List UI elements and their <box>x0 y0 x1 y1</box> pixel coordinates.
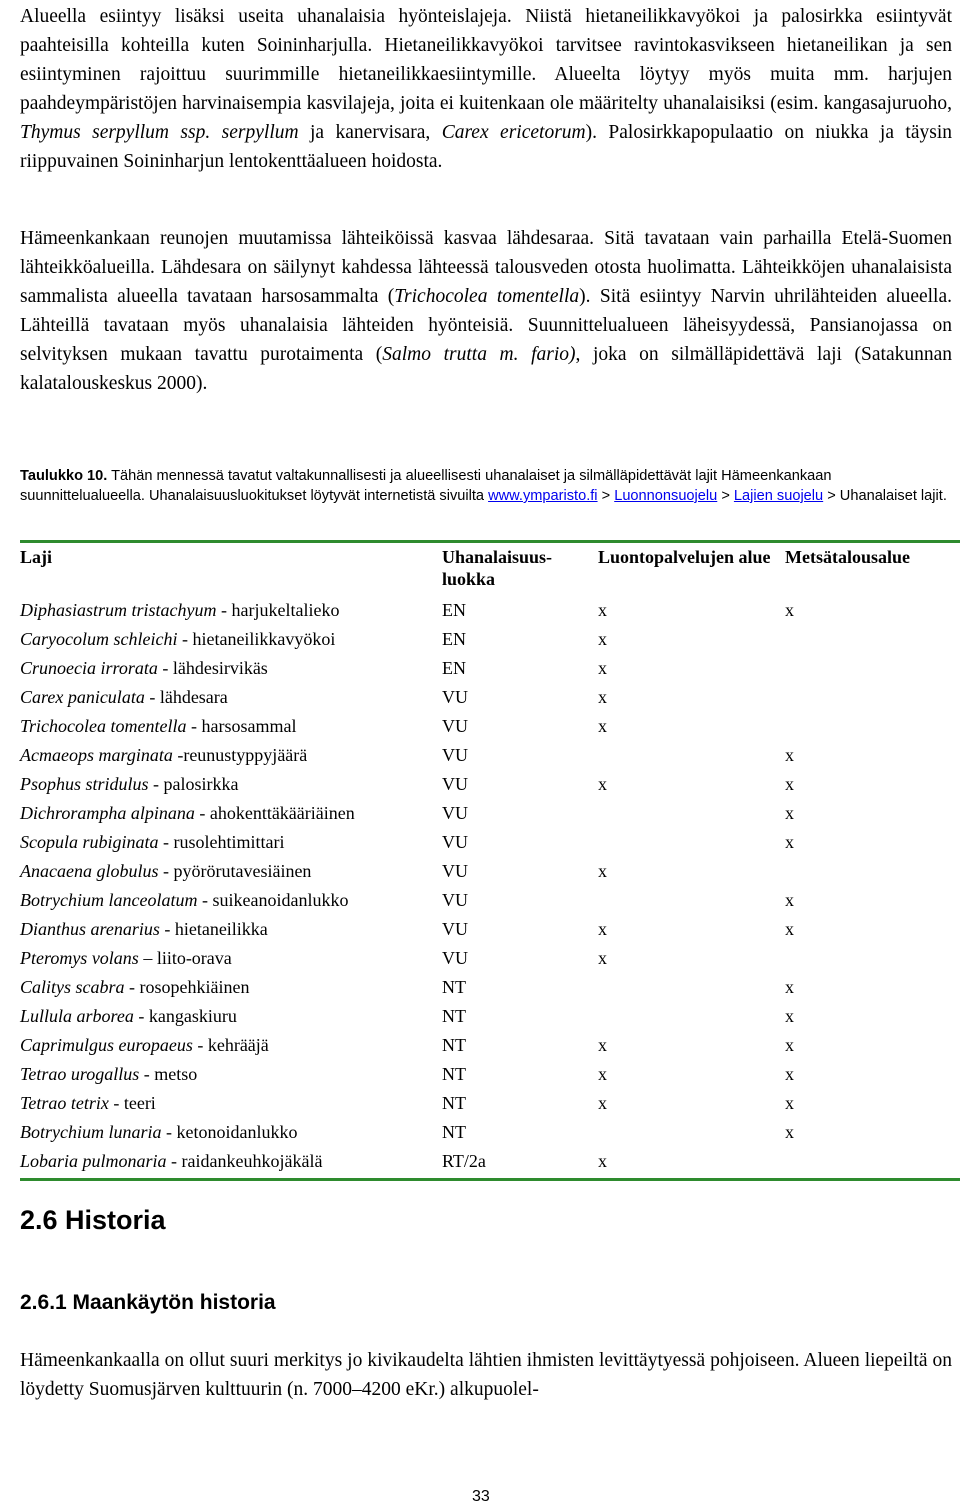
common-name: – liito-orava <box>138 948 232 968</box>
table-row <box>20 625 960 654</box>
italic-text: Carex ericetorum <box>441 122 586 143</box>
nature-services-cell: x <box>598 716 607 736</box>
common-name: -reunustyppyjäärä <box>172 745 308 765</box>
latin-name: Carex paniculata <box>20 687 145 707</box>
forestry-cell <box>785 1147 960 1176</box>
threat-class-cell: VU <box>442 716 468 736</box>
species-name-cell <box>20 596 442 625</box>
common-name: - ketonoidanlukko <box>161 1122 298 1142</box>
threat-class-cell: NT <box>442 1035 466 1055</box>
latin-name: Pteromys volans <box>20 948 139 968</box>
table-row <box>20 857 960 886</box>
latin-name: Calitys scabra <box>20 977 125 997</box>
threat-class-cell: VU <box>442 745 468 765</box>
forestry-cell: x <box>785 919 794 939</box>
latin-name: Tetrao urogallus <box>20 1064 140 1084</box>
paragraph-text: Hämeenkankaan reunojen muutamissa lähteiköissä kasvaa lähdesaraa. Sitä tavataan vain parhailla Etelä-Suomen lähteikköalueilla. Lähdesara on säilynyt kahdessa lähteessä talousveden otosta huolimatta. Lähteikköjen uhanalaisista sammalista alueella tavataan harsosammalta ( <box>20 228 952 307</box>
common-name: - hietaneilikkavyökoi <box>177 629 336 649</box>
forestry-cell <box>785 712 960 741</box>
nature-services-cell <box>598 741 785 770</box>
threat-class-cell: RT/2a <box>442 1151 486 1171</box>
species-name-cell <box>20 799 442 828</box>
table-row <box>20 799 960 828</box>
table-row <box>20 1147 960 1176</box>
caption-text: Tähän mennessä tavatut valtakunnallisesti ja alueellisesti uhanalaiset ja silmälläpidettävät lajit Hämeenkankaan suunnittelualueella. Uhanalaisuusluokitukset löytyvät internetistä sivuilta <box>20 468 832 504</box>
table-row <box>20 712 960 741</box>
page-number: 33 <box>472 1488 490 1505</box>
threat-class-cell: NT <box>442 1006 466 1026</box>
nature-services-cell <box>598 1118 785 1147</box>
threat-class-cell: VU <box>442 832 468 852</box>
table-header-row <box>20 542 960 596</box>
species-name-cell <box>20 1031 442 1060</box>
table-bottom-rule <box>20 1178 960 1181</box>
nature-services-cell: x <box>598 1151 607 1171</box>
header-threat-class: Uhanalaisuus-luokka <box>442 547 553 589</box>
paragraph-insects <box>20 2 952 176</box>
nature-services-cell: x <box>598 687 607 707</box>
common-name: - kangaskiuru <box>133 1006 237 1026</box>
species-name-cell <box>20 654 442 683</box>
header-species: Laji <box>20 547 53 567</box>
nature-services-cell <box>598 799 785 828</box>
threat-class-cell: VU <box>442 803 468 823</box>
forestry-cell <box>785 683 960 712</box>
forestry-cell: x <box>785 745 794 765</box>
threat-class-cell: EN <box>442 658 466 678</box>
latin-name: Lobaria pulmonaria <box>20 1151 167 1171</box>
table-row <box>20 770 960 799</box>
threat-class-cell: VU <box>442 890 468 910</box>
threat-class-cell: NT <box>442 1064 466 1084</box>
italic-text: Thymus serpyllum ssp. serpyllum <box>20 122 299 143</box>
forestry-cell <box>785 944 960 973</box>
table-row <box>20 886 960 915</box>
common-name: - palosirkka <box>148 774 239 794</box>
nature-services-cell: x <box>598 1064 607 1084</box>
nature-services-cell: x <box>598 774 607 794</box>
latin-name: Dianthus arenarius <box>20 919 160 939</box>
common-name: - rusolehtimittari <box>158 832 285 852</box>
paragraph-text: ja kanervisara, <box>298 122 442 143</box>
latin-name: Tetrao tetrix <box>20 1093 109 1113</box>
table-row <box>20 654 960 683</box>
species-name-cell <box>20 1147 442 1176</box>
table-row <box>20 1002 960 1031</box>
paragraph-text: , joka on silmälläpidettävä laji (Satakunnan kalatalouskeskus 2000). <box>20 344 952 394</box>
species-name-cell <box>20 973 442 1002</box>
species-name-cell <box>20 886 442 915</box>
nature-services-cell: x <box>598 658 607 678</box>
section-title-land-use: 2.6.1 Maankäytön historia <box>20 1291 276 1314</box>
paragraph-text: Alueella esiintyy lisäksi useita uhanalaisia hyönteislajeja. Niistä hietaneilikkavyökoi ja palosirkka esiintyvät paahteisilla kohteilla kuten Soininharjulla. Hietaneilikkavyökoi tarvitsee ravintokasvikseen hietaneilikan ja sen esiintyminen rajoittuu suurimmille hietaneilikkaesiintymille. Alueelta löytyy myös muita mm. harjujen paahdeympäristöjen harvinaisempia kasvilajeja, joita ei kuitenkaan ole määritelty uhanalaisiksi (esim. kangasajuruoho, <box>20 6 952 114</box>
common-name: - kehrääjä <box>192 1035 269 1055</box>
forestry-cell: x <box>785 1064 794 1084</box>
threat-class-cell: VU <box>442 774 468 794</box>
threat-class-cell: VU <box>442 861 468 881</box>
latin-name: Anacaena globulus <box>20 861 159 881</box>
table-row <box>20 1060 960 1089</box>
nature-services-cell <box>598 828 785 857</box>
common-name: - lähdesirvikäs <box>157 658 268 678</box>
latin-name: Dichrorampha alpinana <box>20 803 195 823</box>
forestry-cell <box>785 625 960 654</box>
forestry-cell <box>785 654 960 683</box>
species-name-cell <box>20 828 442 857</box>
caption-text: > Uhanalaiset lajit. <box>823 488 947 504</box>
italic-text: Trichocolea tomentella <box>394 286 580 307</box>
threat-class-cell: VU <box>442 948 468 968</box>
species-name-cell <box>20 1118 442 1147</box>
table-row <box>20 741 960 770</box>
species-name-cell <box>20 915 442 944</box>
latin-name: Diphasiastrum tristachyum <box>20 600 217 620</box>
latin-name: Crunoecia irrorata <box>20 658 158 678</box>
forestry-cell: x <box>785 832 794 852</box>
forestry-cell: x <box>785 977 794 997</box>
lajien-suojelu-link[interactable]: Lajien suojelu <box>733 488 824 504</box>
common-name: - ahokenttäkääriäinen <box>194 803 355 823</box>
species-name-cell <box>20 1002 442 1031</box>
table-row <box>20 1118 960 1147</box>
caption-label: Taulukko 10. <box>20 468 108 484</box>
common-name: - harsosammal <box>186 716 297 736</box>
table-row <box>20 1089 960 1118</box>
latin-name: Caprimulgus europaeus <box>20 1035 193 1055</box>
forestry-cell: x <box>785 890 794 910</box>
species-name-cell <box>20 1089 442 1118</box>
threat-class-cell: VU <box>442 919 468 939</box>
species-name-cell <box>20 770 442 799</box>
latin-name: Lullula arborea <box>20 1006 134 1026</box>
species-name-cell <box>20 944 442 973</box>
paragraph-text: ). Palosirkkapopulaatio on niukka ja täysin riippuvainen Soininharjun lentokenttäalueen hoidosta. <box>20 122 952 172</box>
forestry-cell: x <box>785 774 794 794</box>
nature-services-cell: x <box>598 1093 607 1113</box>
latin-name: Trichocolea tomentella <box>20 716 187 736</box>
table-row <box>20 973 960 1002</box>
table-caption <box>20 466 950 506</box>
common-name: - teeri <box>108 1093 156 1113</box>
species-name-cell <box>20 625 442 654</box>
header-nature-services: Luontopalvelujen alue <box>598 547 771 567</box>
threat-class-cell: EN <box>442 629 466 649</box>
section-title-history: 2.6 Historia <box>20 1205 166 1235</box>
table-row <box>20 944 960 973</box>
species-name-cell <box>20 683 442 712</box>
latin-name: Botrychium lanceolatum <box>20 890 198 910</box>
species-name-cell <box>20 1060 442 1089</box>
italic-text: Salmo trutta m. fario) <box>382 344 576 365</box>
common-name: - hietaneilikka <box>159 919 268 939</box>
paragraph-springs <box>20 224 952 398</box>
threat-class-cell: VU <box>442 687 468 707</box>
common-name: - suikeanoidanlukko <box>197 890 349 910</box>
nature-services-cell: x <box>598 861 607 881</box>
common-name: - harjukeltalieko <box>216 600 340 620</box>
ymparisto-link[interactable]: www.ymparisto.fi <box>488 488 598 504</box>
species-table-body <box>20 596 960 1176</box>
forestry-cell: x <box>785 1035 794 1055</box>
luonnonsuojelu-link[interactable]: Luonnonsuojelu <box>614 488 718 504</box>
common-name: - lähdesara <box>144 687 228 707</box>
nature-services-cell: x <box>598 948 607 968</box>
paragraph-text: ). Sitä esiintyy Narvin uhrilähteiden alueella. Lähteillä tavataan myös uhanalaisia lähteiden hyönteisiä. Suunnittelualueen läheisyydessä, Pansianojassa on selvityksen mukaan tavattu purotaimenta ( <box>20 286 953 365</box>
nature-services-cell: x <box>598 1035 607 1055</box>
species-table <box>20 542 960 1176</box>
forestry-cell: x <box>785 1122 794 1142</box>
forestry-cell: x <box>785 1093 794 1113</box>
latin-name: Caryocolum schleichi <box>20 629 178 649</box>
table-row <box>20 1031 960 1060</box>
header-forestry: Metsätalousalue <box>785 547 910 567</box>
table-row <box>20 596 960 625</box>
common-name: - raidankeuhkojäkälä <box>166 1151 323 1171</box>
nature-services-cell <box>598 886 785 915</box>
species-name-cell <box>20 712 442 741</box>
species-name-cell <box>20 857 442 886</box>
nature-services-cell: x <box>598 919 607 939</box>
threat-class-cell: NT <box>442 1122 466 1142</box>
nature-services-cell <box>598 1002 785 1031</box>
latin-name: Scopula rubiginata <box>20 832 159 852</box>
latin-name: Acmaeops marginata <box>20 745 173 765</box>
threat-class-cell: EN <box>442 600 466 620</box>
forestry-cell: x <box>785 1006 794 1026</box>
nature-services-cell <box>598 973 785 1002</box>
nature-services-cell: x <box>598 629 607 649</box>
paragraph-land-use: Hämeenkankaalla on ollut suuri merkitys jo kivikaudelta lähtien ihmisten levittäytyessä pohjoiseen. Alueen liepeiltä on löydetty Suomusjärven kulttuurin (n. 7000–4200 eKr.) alkupuolel- <box>20 1350 952 1400</box>
caption-separator: > <box>717 488 734 504</box>
table-row <box>20 915 960 944</box>
caption-separator: > <box>597 488 615 504</box>
table-row <box>20 683 960 712</box>
common-name: - pyörörutavesiäinen <box>158 861 312 881</box>
table-row <box>20 828 960 857</box>
forestry-cell: x <box>785 803 794 823</box>
common-name: - rosopehkiäinen <box>124 977 250 997</box>
nature-services-cell: x <box>598 600 607 620</box>
threat-class-cell: NT <box>442 977 466 997</box>
threat-class-cell: NT <box>442 1093 466 1113</box>
latin-name: Botrychium lunaria <box>20 1122 162 1142</box>
common-name: - metso <box>139 1064 198 1084</box>
latin-name: Psophus stridulus <box>20 774 149 794</box>
forestry-cell: x <box>785 600 794 620</box>
forestry-cell <box>785 857 960 886</box>
species-name-cell <box>20 741 442 770</box>
